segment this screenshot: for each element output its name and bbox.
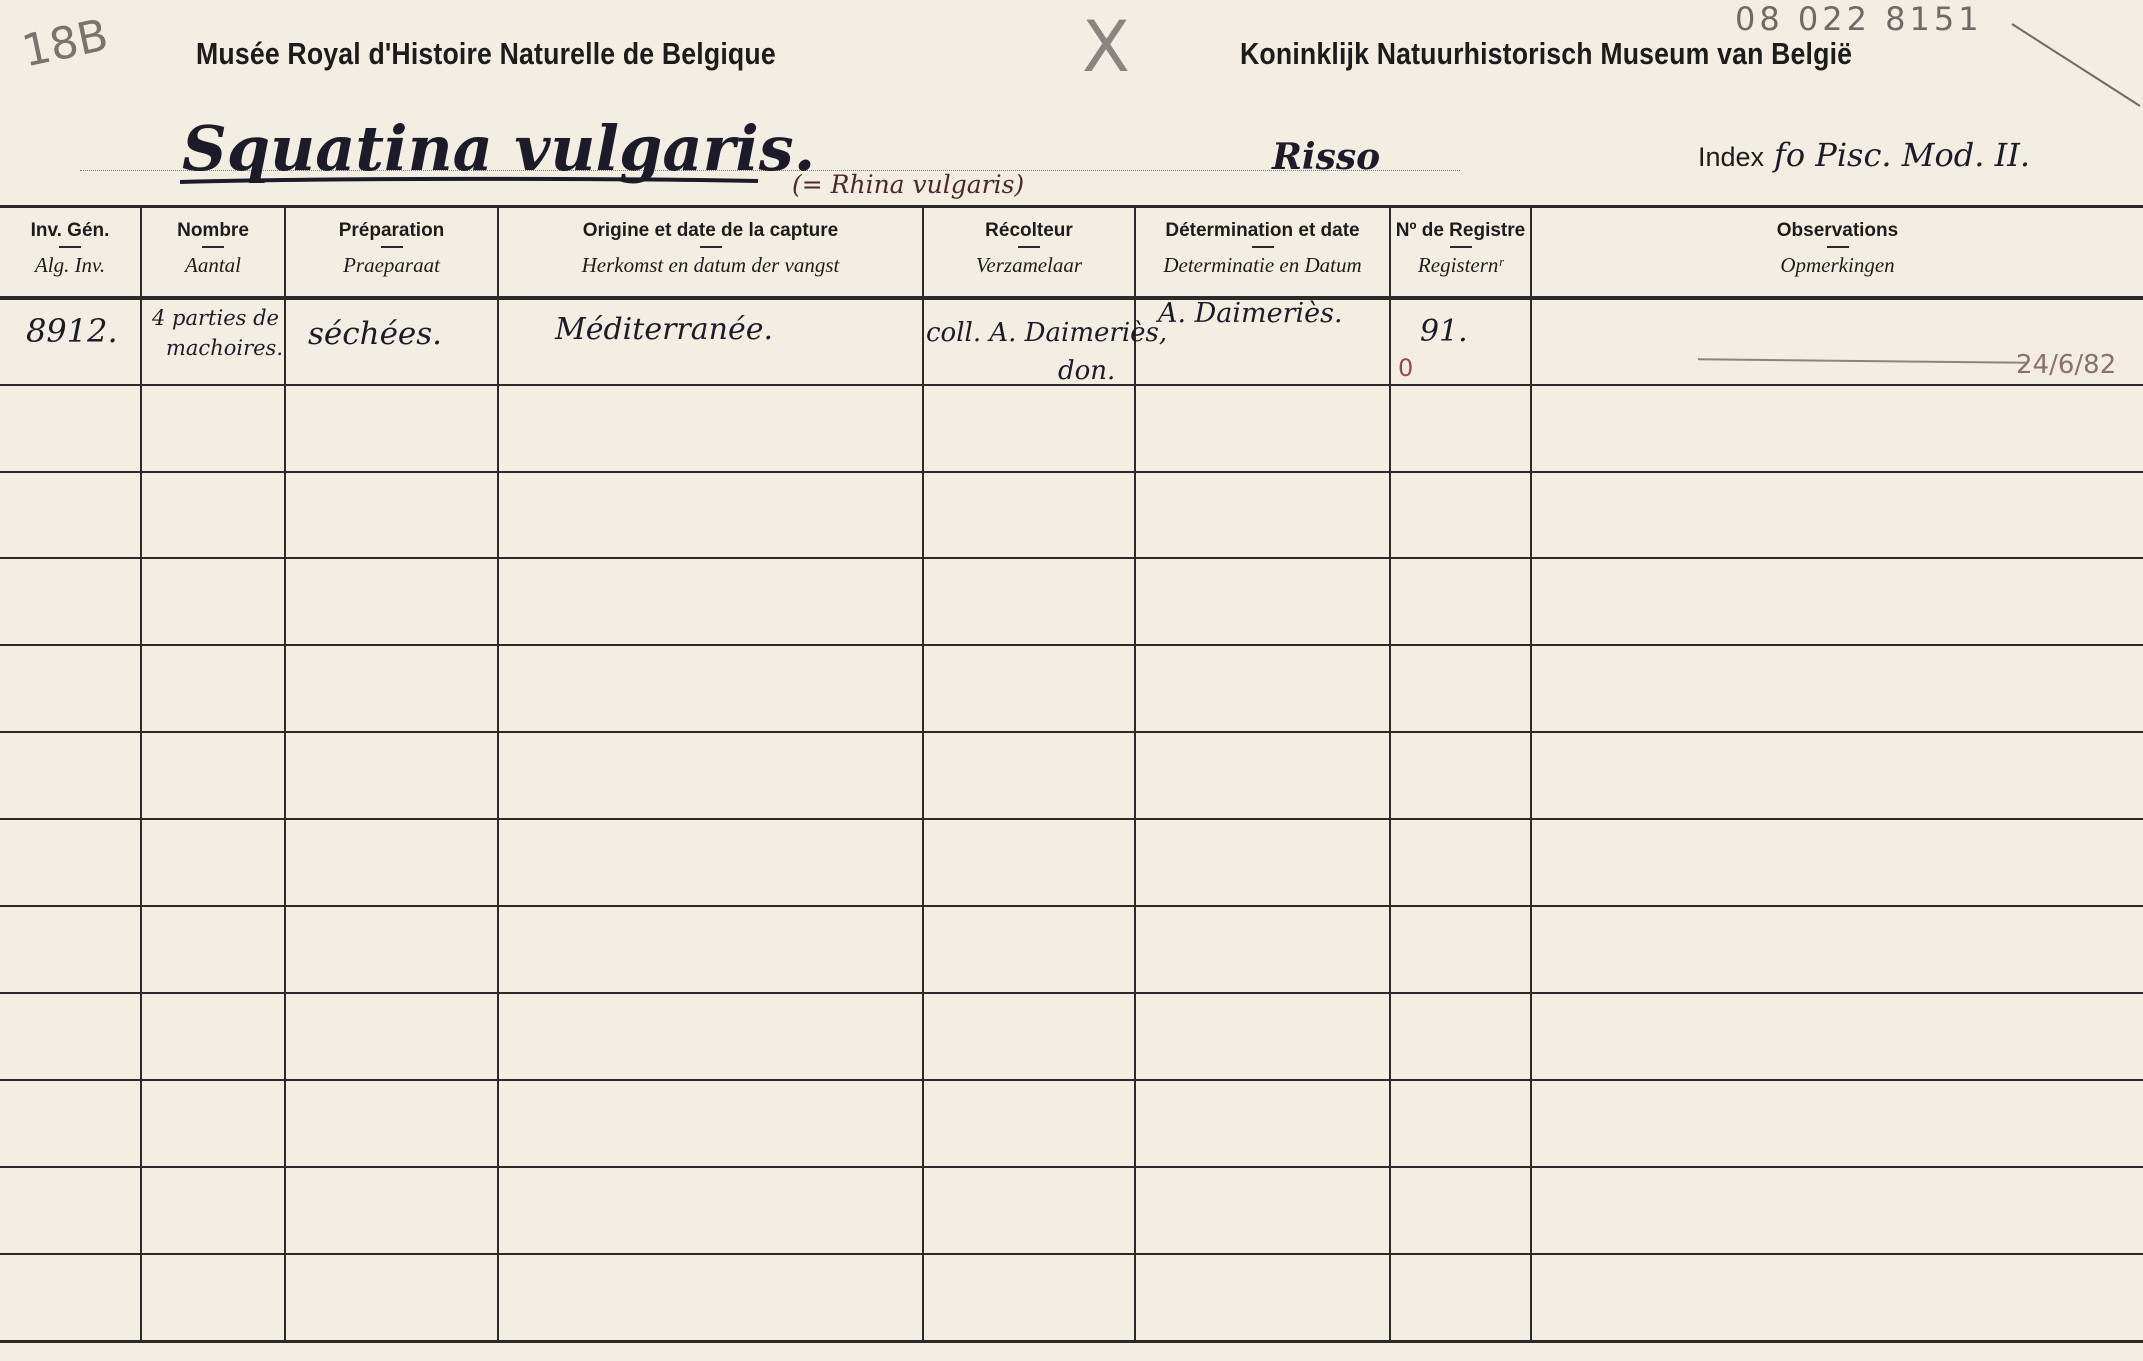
species-author: Risso	[1272, 136, 1381, 178]
header-dash	[1450, 246, 1472, 248]
column-header-nl: Registernʳ	[1417, 253, 1504, 277]
column-header-fr: Origine et date de la capture	[582, 220, 839, 241]
row-rule	[0, 471, 2143, 473]
column-header-origine	[499, 214, 922, 296]
entry-registre: 91.	[1420, 314, 1468, 349]
column-header-fr: Nº de Registre	[1395, 220, 1526, 241]
row-rule	[0, 1079, 2143, 1081]
column-header-nl: Herkomst en datum der vangst	[581, 253, 840, 277]
header-dash	[1827, 246, 1849, 248]
header-dash	[1018, 246, 1040, 248]
row-rule	[0, 731, 2143, 733]
column-header-fr: Récolteur	[985, 220, 1073, 241]
column-header-nl: Determinatie en Datum	[1163, 253, 1362, 277]
column-divider	[1389, 205, 1391, 1341]
species-synonym: (= Rhina vulgaris)	[792, 170, 1025, 199]
column-header-preparation	[286, 214, 497, 296]
row-rule	[0, 557, 2143, 559]
column-header-fr: Détermination et date	[1165, 220, 1360, 241]
column-divider	[497, 205, 499, 1341]
table-header-rule	[0, 296, 2143, 300]
entry-recolteur-line1: coll. A. Daimeriès,	[926, 318, 1168, 348]
entry-origine: Méditerranée.	[555, 312, 774, 347]
column-header-recolteur	[924, 214, 1134, 296]
column-divider	[1134, 205, 1136, 1341]
entry-nombre-line1: 4 parties de	[152, 306, 279, 330]
row-rule	[0, 992, 2143, 994]
column-header-fr: Préparation	[338, 220, 445, 241]
column-header-nl: Aantal	[185, 253, 241, 277]
column-header-fr: Observations	[1776, 220, 1899, 241]
header-dash	[381, 246, 403, 248]
cross-mark: X	[1082, 6, 1130, 88]
table-bottom-rule	[0, 1340, 2143, 1343]
column-header-nl: Opmerkingen	[1780, 253, 1895, 277]
row-rule	[0, 644, 2143, 646]
column-header-inv	[0, 214, 140, 296]
column-divider	[284, 205, 286, 1341]
entry-observation-date: 24/6/82	[2016, 350, 2117, 380]
index-label: Index	[1698, 142, 1765, 172]
column-divider	[140, 205, 142, 1341]
column-header-fr: Nombre	[177, 220, 249, 241]
column-header-nl: Verzamelaar	[975, 253, 1083, 277]
column-header-nombre	[142, 214, 284, 296]
catalog-number: 08 022 8151	[1735, 0, 1983, 38]
entry-recolteur-line2: don.	[1058, 356, 1116, 386]
species-underline	[178, 172, 763, 188]
row-rule	[0, 1166, 2143, 1168]
index-value: fo Pisc. Mod. II.	[1774, 136, 2031, 174]
row-rule	[0, 1253, 2143, 1255]
entry-inv: 8912.	[26, 312, 118, 350]
column-header-fr: Inv. Gén.	[30, 220, 110, 241]
entry-preparation: séchées.	[308, 316, 443, 352]
entry-nombre-line2: machoires.	[166, 336, 283, 360]
header-dash	[59, 246, 81, 248]
column-header-nl: Alg. Inv.	[34, 253, 106, 277]
column-header-registre	[1391, 214, 1530, 296]
header-dash	[1252, 246, 1274, 248]
column-divider	[922, 205, 924, 1341]
museum-title-fr: Musée Royal d'Histoire Naturelle de Belgique	[196, 36, 776, 71]
entry-determination: A. Daimeriès.	[1158, 298, 1343, 329]
column-divider	[1530, 205, 1532, 1341]
pencil-mark: 18B	[17, 9, 113, 78]
corner-pencil-stroke	[2010, 20, 2143, 110]
entry-registre-note: 0	[1398, 354, 1414, 382]
header-dash	[700, 246, 722, 248]
species-name: Squatina vulgaris.	[182, 112, 816, 185]
row-rule	[0, 905, 2143, 907]
observation-pencil-line	[1698, 358, 2028, 363]
column-header-determination	[1136, 214, 1389, 296]
table-top-rule	[0, 205, 2143, 208]
header-dash	[202, 246, 224, 248]
row-rule	[0, 818, 2143, 820]
museum-title-nl: Koninklijk Natuurhistorisch Museum van België	[1240, 36, 1853, 71]
column-header-nl: Praeparaat	[343, 253, 440, 277]
column-header-observations	[1532, 214, 2143, 296]
